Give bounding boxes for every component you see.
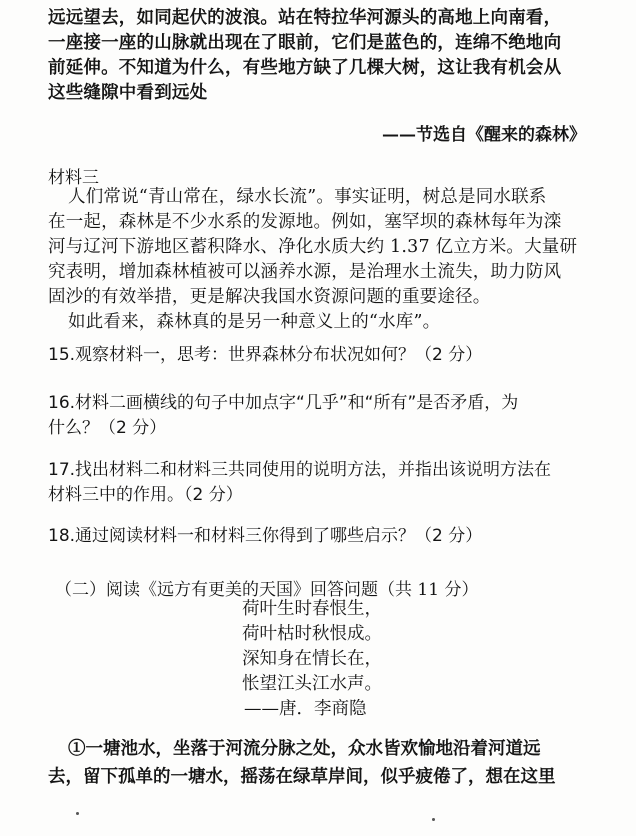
material3-line: 固沙的有效举措，更是解决我国水资源问题的重要途径。 [48, 287, 491, 307]
poem-line: 荷叶生时春恨生， [242, 599, 382, 619]
scan-speck [76, 812, 79, 815]
question-line: 17.找出材料二和材料三共同使用的说明方法，并指出该说明方法在 [48, 460, 552, 480]
question-18 [48, 524, 588, 549]
question-line: 16.材料二画横线的句子中加点字“几乎”和“所有”是否矛盾，为 [48, 393, 519, 413]
source-citation: ——节选自《醒来的森林》 [382, 125, 586, 145]
essay-line: ①一塘池水，坐落于河流分脉之处，众水皆欢愉地沿着河道远 [68, 739, 541, 759]
paragraph-line: 远远望去，如同起伏的波浪。站在特拉华河源头的高地上向南看， [48, 8, 562, 28]
material3-line: 究表明，增加森林植被可以涵养水源，是治理水土流失，助力防风 [48, 262, 562, 282]
paragraph-line: 这些缝隙中看到远处 [48, 83, 208, 103]
question-16 [48, 391, 588, 441]
material3-line: 河与辽河下游地区蓄积降水、净化水质大约 1.37 亿立方米。大量研 [48, 237, 578, 257]
scan-speck [432, 818, 435, 821]
material3-body [48, 185, 588, 335]
question-15 [48, 343, 588, 368]
poem-line: 深知身在情长在， [242, 649, 382, 669]
material3-heading: 材料三 [48, 168, 99, 188]
question-line: 材料三中的作用。（2 分） [48, 485, 243, 505]
poem-author: ——唐．李商隐 [244, 699, 367, 719]
poem-line: 荷叶枯时秋恨成。 [242, 624, 382, 644]
question-line: 18.通过阅读材料一和材料三你得到了哪些启示？（2 分） [48, 526, 483, 546]
question-line: 15.观察材料一，思考：世界森林分布状况如何？（2 分） [48, 345, 483, 365]
material3-line: 在一起，森林是不少水系的发源地。例如，塞罕坝的森林每年为滦 [48, 212, 562, 232]
material3-closing: 如此看来，森林真的是另一种意义上的“水库”。 [68, 312, 441, 332]
poem-line: 怅望江头江水声。 [242, 674, 382, 694]
essay-paragraph [48, 735, 588, 791]
paragraph-line: 一座接一座的山脉就出现在了眼前，它们是蓝色的，连绵不绝地向 [48, 33, 562, 53]
essay-line: 去，留下孤单的一塘水，摇荡在绿草岸间，似乎疲倦了，想在这里 [48, 767, 556, 787]
question-17 [48, 458, 588, 508]
section-title: （二）阅读《远方有更美的天国》回答问题（共 11 分） [55, 580, 479, 600]
paragraph-line: 前延伸。不知道为什么，有些地方缺了几棵大树，这让我有机会从 [48, 58, 562, 78]
material3-line: 人们常说“青山常在，绿水长流”。事实证明，树总是同水联系 [68, 187, 547, 207]
top-paragraph [48, 6, 588, 106]
question-line: 什么？（2 分） [48, 418, 167, 438]
poem [242, 597, 382, 722]
